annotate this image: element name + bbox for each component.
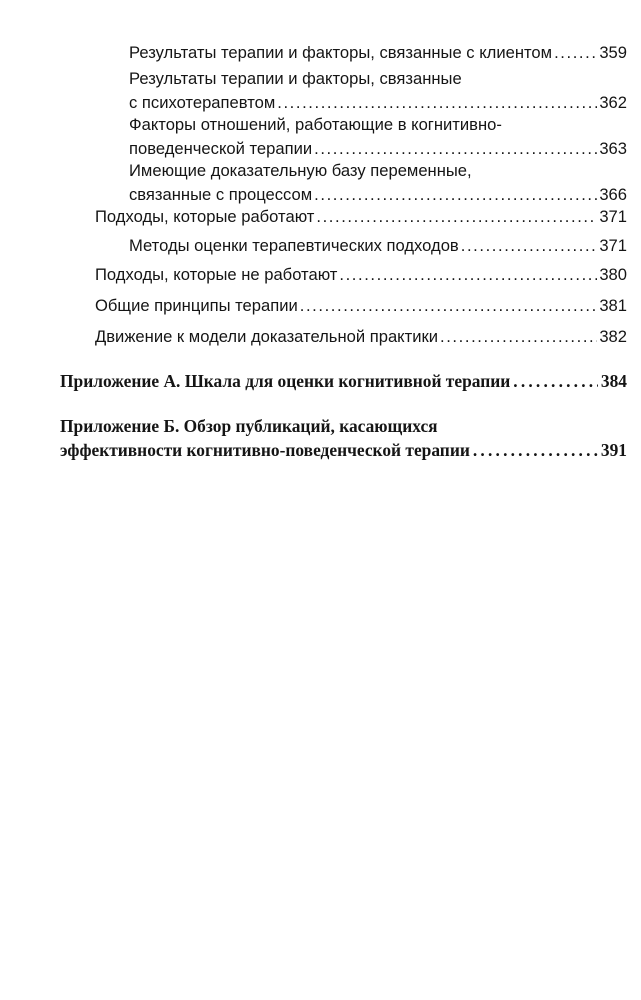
toc-entry-line [129, 41, 627, 65]
toc-entry-title-continued: поведенческой терапии [129, 139, 313, 158]
toc-entry-line [95, 325, 627, 349]
toc-page-number: 381 [599, 296, 627, 315]
toc-entry-line [129, 234, 627, 258]
toc-page-number: 366 [599, 185, 627, 204]
toc-entry-title: Факторы отношений, работающие в когнитивно- [129, 115, 502, 134]
dot-leader [339, 263, 597, 287]
toc-entry-title: Приложение Б. Обзор публикаций, касающихся [60, 416, 438, 436]
dot-leader [277, 91, 597, 115]
dot-leader [554, 41, 597, 65]
toc-entry-client-factors[interactable] [129, 41, 627, 65]
toc-entry-line [60, 414, 627, 438]
toc-entry-line [129, 67, 627, 91]
dot-leader [461, 234, 598, 258]
toc-entry-title: Общие принципы терапии [95, 296, 298, 315]
toc-entry-line [129, 159, 627, 183]
toc-entry-line [95, 294, 627, 318]
toc-entry-line [60, 438, 627, 462]
toc-page-number: 380 [599, 265, 627, 284]
toc-entry-title: Методы оценки терапевтических подходов [129, 236, 459, 255]
toc-entry-title: Движение к модели доказательной практики [95, 327, 439, 346]
toc-entry-line [60, 369, 627, 393]
toc-entry-relationship-factors[interactable] [129, 113, 627, 161]
toc-page-number: 363 [599, 139, 627, 158]
toc-entry-appendix-a[interactable] [60, 369, 627, 393]
toc-entry-line [95, 205, 627, 229]
toc-page-number: 371 [599, 207, 627, 226]
toc-entry-title: Приложение А. Шкала для оценки когнитивной терапии [60, 371, 511, 391]
toc-entry-evidence-based-model[interactable] [95, 325, 627, 349]
toc-page-number: 371 [599, 236, 627, 255]
toc-page-number: 384 [600, 371, 627, 391]
toc-entry-process-variables[interactable] [129, 159, 627, 207]
toc-entry-line [95, 263, 627, 287]
dot-leader [513, 369, 598, 393]
toc-entry-title-continued: эффективности когнитивно-поведенческой терапии [60, 440, 470, 460]
toc-entry-title-continued: связанные с процессом [129, 185, 313, 204]
toc-entry-line [129, 113, 627, 137]
dot-leader [314, 183, 597, 207]
toc-entry-general-principles[interactable] [95, 294, 627, 318]
dot-leader [316, 205, 597, 229]
toc-entry-therapist-factors[interactable] [129, 67, 627, 115]
dot-leader [473, 438, 598, 462]
toc-entry-approaches-that-dont-work[interactable] [95, 263, 627, 287]
toc-page-number: 391 [600, 440, 627, 460]
toc-page-number: 359 [599, 43, 627, 62]
toc-entry-line [129, 137, 627, 161]
toc-entry-line [129, 183, 627, 207]
toc-entry-title: Подходы, которые не работают [95, 265, 338, 284]
toc-entry-line [129, 91, 627, 115]
toc-entry-title: Подходы, которые работают [95, 207, 315, 226]
toc-entry-evaluation-methods[interactable] [129, 234, 627, 258]
toc-entry-title: Результаты терапии и факторы, связанные [129, 69, 462, 88]
dot-leader [440, 325, 597, 349]
dot-leader [314, 137, 597, 161]
dot-leader [300, 294, 598, 318]
toc-entry-title: Имеющие доказательную базу переменные, [129, 161, 472, 180]
toc-entry-title-continued: с психотерапевтом [129, 93, 276, 112]
toc-entry-approaches-that-work[interactable] [95, 205, 627, 229]
toc-page-number: 362 [599, 93, 627, 112]
toc-entry-appendix-b[interactable] [60, 414, 627, 462]
toc-page-number: 382 [599, 327, 627, 346]
toc-entry-title: Результаты терапии и факторы, связанные с клиентом [129, 43, 553, 62]
